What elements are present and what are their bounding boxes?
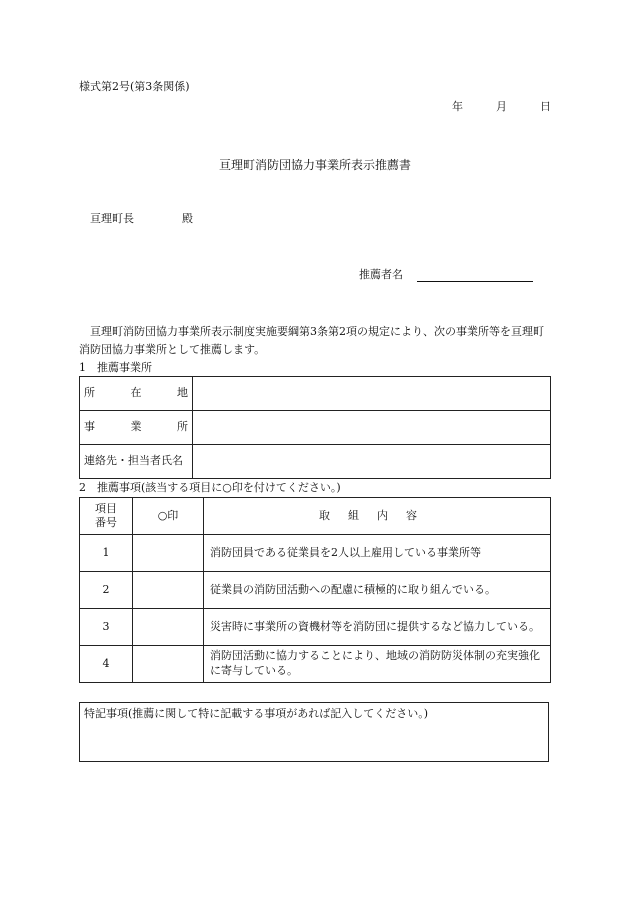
table-row (80, 377, 551, 411)
business-label (80, 411, 193, 445)
header-line: 番号 (95, 516, 117, 529)
contact-label: 連絡先・担当者氏名 (80, 445, 193, 479)
item-number: 3 (80, 609, 133, 646)
label-char: 業 (130, 420, 142, 434)
business-field[interactable] (193, 411, 551, 445)
item-number: 2 (80, 572, 133, 609)
contact-field[interactable] (193, 445, 551, 479)
mark-cell[interactable] (133, 535, 204, 572)
header-line: 項目 (95, 501, 117, 515)
addressee (90, 212, 193, 227)
location-field[interactable] (193, 377, 551, 411)
label-char: 所 (177, 420, 188, 434)
item-content: 消防団活動に協力することにより、地域の消防防災体制の充実強化に寄与している。 (204, 646, 551, 683)
date-line (452, 100, 551, 115)
label-char: 地 (177, 386, 188, 400)
col-item-number-header (80, 498, 133, 535)
table-row (80, 411, 551, 445)
label-char: 所 (84, 386, 95, 400)
table-row (80, 609, 551, 646)
recommended-business-table (79, 376, 551, 479)
body-paragraph: 亘理町消防団協力事業所表示制度実施要綱第3条第2項の規定により、次の事業所等を亘理町消防団協力事業所として推薦します。 (79, 325, 544, 356)
mark-cell[interactable] (133, 609, 204, 646)
mark-cell[interactable] (133, 646, 204, 683)
addressee-name: 亘理町長 (90, 212, 134, 225)
date-year: 年 (452, 100, 463, 113)
document-title: 亘理町消防団協力事業所表示推薦書 (218, 158, 411, 172)
special-notes-box[interactable] (79, 702, 549, 762)
item-content: 災害時に事業所の資機材等を消防団に提供するなど協力している。 (204, 609, 551, 646)
table-row (80, 445, 551, 479)
date-day: 日 (540, 100, 551, 113)
addressee-honorific: 殿 (182, 212, 193, 225)
item-number: 4 (80, 646, 133, 683)
recommender-label: 推薦者名 (359, 268, 403, 281)
recommender-signature-line[interactable] (417, 281, 533, 282)
col-content-header: 取組内容 (204, 498, 551, 535)
date-month: 月 (496, 100, 507, 113)
label-char: 在 (130, 386, 142, 400)
location-label (80, 377, 193, 411)
recommendation-items-table (79, 497, 551, 683)
table-row (80, 535, 551, 572)
table-header-row (80, 498, 551, 535)
item-number: 1 (80, 535, 133, 572)
special-notes-label: 特記事項(推薦に関して特に記載する事項があれば記入してください。) (84, 707, 429, 720)
table-row (80, 646, 551, 683)
mark-cell[interactable] (133, 572, 204, 609)
label-char: 事 (84, 420, 95, 434)
item-content: 従業員の消防団活動への配慮に積極的に取り組んでいる。 (204, 572, 551, 609)
col-mark-header: ○印 (133, 498, 204, 535)
item-content: 消防団員である従業員を2人以上雇用している事業所等 (204, 535, 551, 572)
table-row (80, 572, 551, 609)
section2-heading: 2 推薦事項(該当する項目に○印を付けてください。) (79, 481, 341, 494)
form-number-label: 様式第2号(第3条関係) (79, 80, 190, 93)
section1-heading: 1 推薦事業所 (79, 361, 152, 374)
